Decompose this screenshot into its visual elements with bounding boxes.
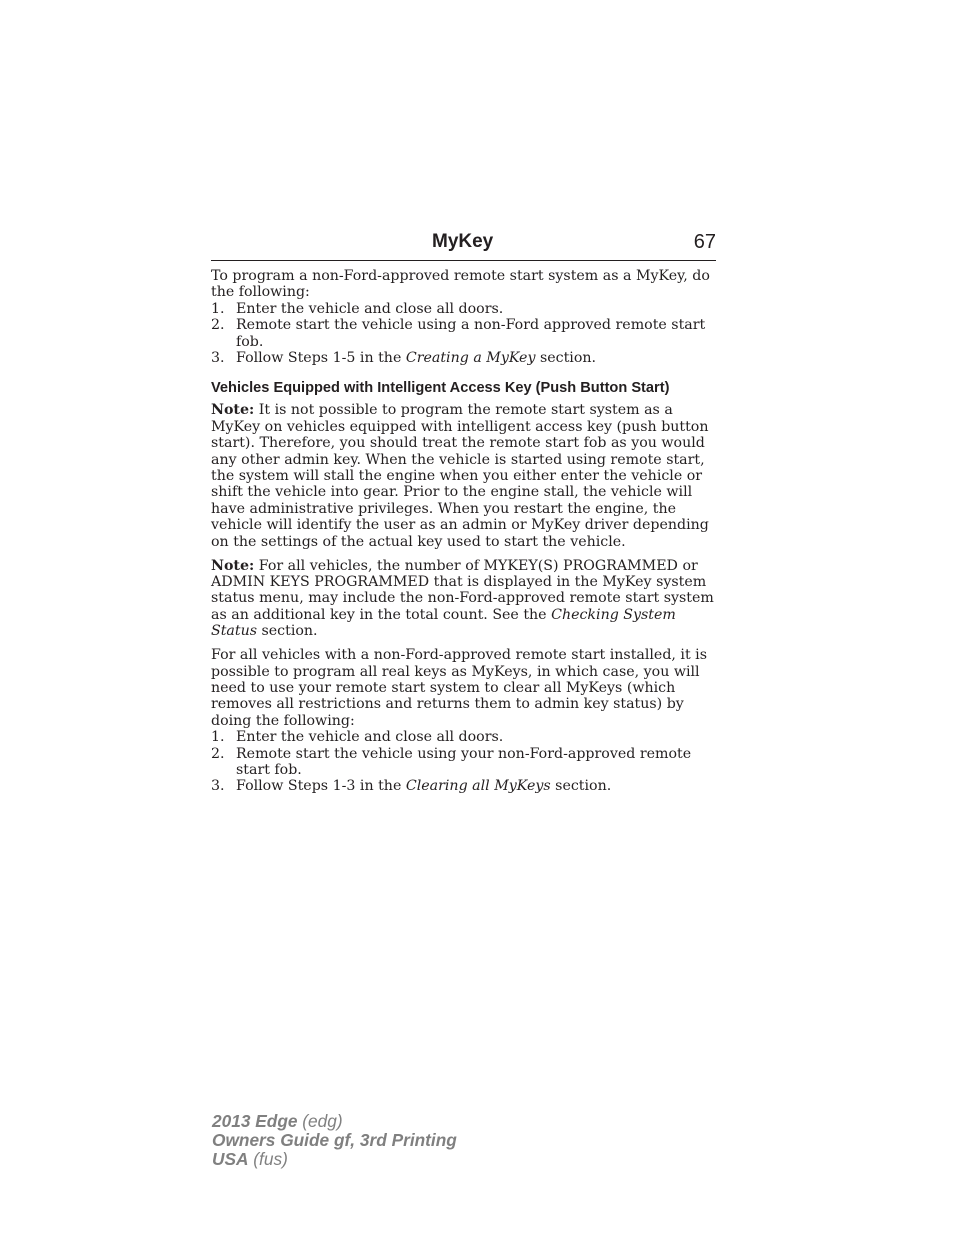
section-reference: Clearing all MyKeys: [405, 778, 551, 795]
steps-list-2: [211, 729, 717, 795]
note-paragraph-1: [211, 402, 717, 550]
list-item: [211, 317, 717, 350]
list-item: [211, 778, 717, 794]
section-heading: Vehicles Equipped with Intelligent Access Key (Push Button Start): [211, 380, 670, 397]
footer-line-region: [212, 1150, 457, 1169]
note-text: It is not possible to program the remote start system as a MyKey on vehicles equipped with intelligent access key (push button start). Therefore, you should treat the remote start fob as you would any other admin key. When the vehicle is started using remote start, the system will stall the engine when you either enter the vehicle or shift the vehicle into gear. Prior to the engine stall, the vehicle will have administrative privileges. When you restart the engine, the vehicle will identify the user as an admin or MyKey driver depending on the settings of the actual key used to start the vehicle.: [211, 402, 709, 550]
step-number: 2.: [211, 317, 225, 334]
note-paragraph-2: [211, 558, 717, 640]
list-item: [211, 301, 717, 317]
footer-guide: Owners Guide gf, 3rd Printing: [212, 1130, 457, 1151]
section-reference: Creating a MyKey: [405, 350, 536, 367]
step-number: 3.: [211, 350, 225, 367]
note-label: Note:: [211, 402, 255, 419]
note-text: section.: [257, 623, 318, 640]
step-number: 2.: [211, 745, 225, 762]
list-item: [211, 729, 717, 745]
step-text: Remote start the vehicle using your non-Ford-approved remote start fob.: [236, 745, 692, 778]
page-number: 67: [693, 231, 716, 253]
step-text: section.: [550, 778, 612, 795]
footer-region-code: (fus): [248, 1149, 288, 1170]
footer-line-guide: [212, 1131, 457, 1150]
section-reference: Checking System Status: [211, 606, 676, 640]
step-text: Follow Steps 1-5 in the: [236, 350, 406, 367]
page-footer: [212, 1112, 457, 1170]
footer-model-code: (edg): [297, 1111, 343, 1131]
step-text: Follow Steps 1-3 in the: [236, 778, 406, 795]
footer-model: 2013 Edge: [212, 1111, 298, 1131]
steps-list-1: [211, 301, 717, 367]
step-number: 1.: [211, 729, 225, 746]
page-title: MyKey: [432, 231, 494, 252]
body-paragraph: For all vehicles with a non-Ford-approved remote start installed, it is possible to program all real keys as MyKeys, in which case, you will need to use your remote start system to clear all MyKeys (which removes all restrictions and returns them to admin key status) by doing the following:: [211, 647, 707, 729]
page-header: [211, 228, 716, 261]
step-text: section.: [535, 350, 597, 367]
step-number: 1.: [211, 300, 225, 317]
footer-region: USA: [212, 1149, 249, 1170]
page-content: [211, 268, 717, 802]
step-number: 3.: [211, 778, 225, 795]
step-text: Enter the vehicle and close all doors.: [236, 729, 504, 746]
step-text: Enter the vehicle and close all doors.: [236, 300, 504, 317]
step-text: Remote start the vehicle using a non-Ford approved remote start fob.: [236, 317, 706, 350]
list-item: [211, 350, 717, 366]
intro-paragraph: To program a non-Ford-approved remote start system as a MyKey, do the following:: [211, 268, 710, 301]
footer-line-model: [212, 1112, 457, 1131]
list-item: [211, 746, 717, 779]
note-label: Note:: [211, 557, 255, 574]
note-text: For all vehicles, the number of MYKEY(S) PROGRAMMED or ADMIN KEYS PROGRAMMED that is displayed in the MyKey system status menu, may include the non-Ford-approved remote start system as an additional key in the total count. See the: [211, 557, 714, 623]
